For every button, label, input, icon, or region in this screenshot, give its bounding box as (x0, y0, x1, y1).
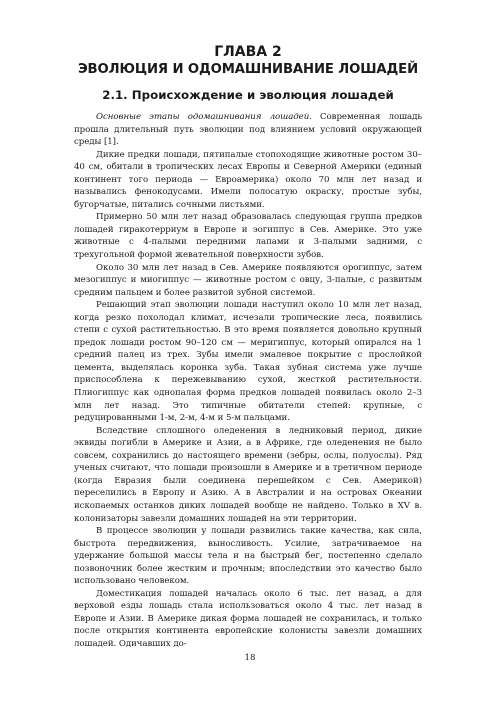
paragraph: Вследствие сплошного оледенения в ледниковый период, дикие эквиды погибли в Америке и Азии, а в Африке, где оледенения не было совсем, сохранились до настоящего времени (зебры, ослы, полуослы). Ряд ученых считают, что лошади произошли в Америке и в третичном периоде (когда Евразия были соединена перешейком с Сев. Америкой) переселились в Европу и Азию. А в Австралии и на островах Океании ископаемых останков диких лошадей вообще не найдено. Только в XV в. колонизаторы завезли домашних лошадей на эти территории. (74, 425, 422, 524)
paragraph (74, 111, 422, 149)
page-content (74, 44, 422, 651)
paragraph: Решающий этап эволюции лошади наступил около 10 млн лет назад, когда резко похолодал климат, исчезали тропические леса, появились степи с сухой растительностью. В это время появляется довольно крупный предок лошади ростом 90–120 см — меригиппус, который опирался на 1 средний палец из трех. Зубы имели эмалевое покрытие с прослойкой цемента, выделялась коронка зуба. Такая зубная система уже лучше приспособлена к пережевыванию сухой, жесткой растительности. Плиогиппус как однопалая форма предков лошадей появилась около 2–3 млн лет назад. Это типичные обитатели степей: крупные, с редуцированными 1-м, 2-м, 4-м и 5-м пальцами. (74, 300, 422, 424)
paragraph: Доместикация лошадей началась около 6 тыс. лет назад, а для верховой езды лошадь стала использоваться около 4 тыс. лет назад в Европе и Азии. В Америке дикая форма лошадей не сохранилась, и только после открытия континента европейские колонисты завезли домашних лошадей. Одичавших до- (74, 588, 422, 649)
paragraph-text: Современная лошадь прошла длительный путь эволюции под влиянием условий окружающей среды [1]. (74, 112, 422, 148)
chapter-title: ЭВОЛЮЦИЯ И ОДОМАШНИВАНИЕ ЛОШАДЕЙ (77, 62, 419, 77)
page-number: 18 (244, 653, 256, 663)
chapter-label: ГЛАВА 2 (214, 44, 282, 60)
paragraph: В процессе эволюции у лошади развились такие качества, как сила, быстрота передвижения, выносливость. Усилие, затрачиваемое на удержание большой массы тела и на быстрый бег, постепенно сделало позвоночник более жестким и прочным; впоследствии это качество было использовано человеком. (74, 526, 422, 587)
paragraph: Примерно 50 млн лет назад образовалась следующая группа предков лошадей гиракотерриум в Европе и эогиппус в Сев. Америке. Это уже животные с 4-палыми передними лапами и 3-палыми задними, с трехугольной формой жевательной поверхности зубов. (74, 212, 422, 261)
paragraph-lead: Основные этапы одомашнивания лошадей. (96, 112, 312, 122)
paragraph: Дикие предки лошади, пятипалые стопоходящие животные ростом 30–40 см, обитали в тропических лесах Европы и Северной Америки (единый континент того периода — Евроамерика) около 70 млн лет назад и назывались фенокодусами. Имели полосатую окраску, простые зубы, бугорчатые, питались сочными листьями. (74, 149, 422, 210)
paragraph: Около 30 млн лет назад в Сев. Америке появляются орогиппус, затем мезогиппус и миогиппус — животные ростом с овцу, 3-палые, с развитым средним пальцем и более развитой зубной системой. (74, 262, 422, 298)
section-title: 2.1. Происхождение и эволюция лошадей (102, 88, 394, 102)
body-text (74, 111, 422, 651)
